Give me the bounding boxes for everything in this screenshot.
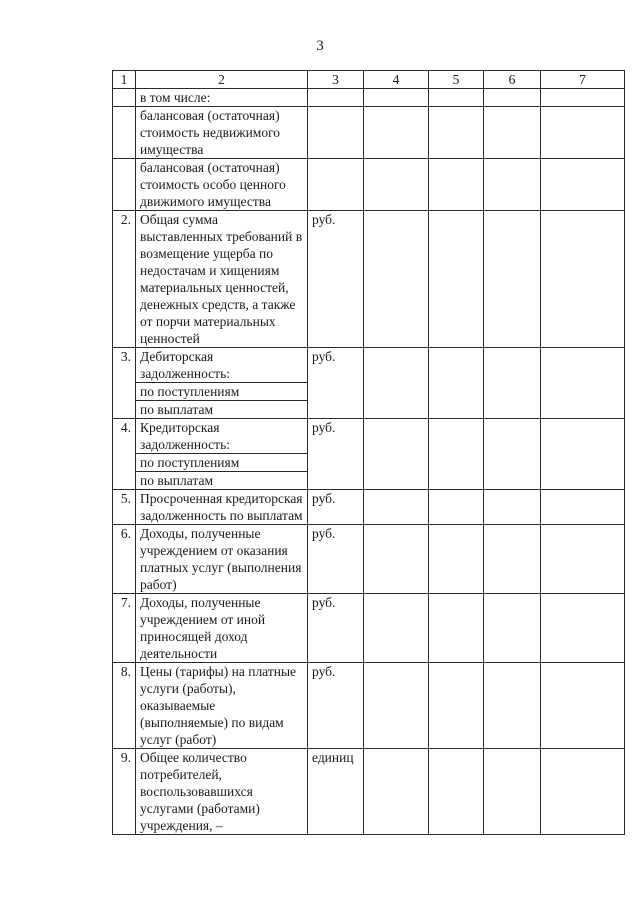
value-cell [429, 419, 484, 490]
row-label-cell: Общая сумма выставленных требований в возмещение ущерба по недостачам и хищениям материальных ценностей, денежных средств, а также от порчи материальных ценностей [136, 211, 308, 348]
row-unit-cell: руб. [308, 348, 364, 419]
value-cell [484, 211, 541, 348]
row-unit-cell: руб. [308, 594, 364, 663]
value-cell [484, 490, 541, 525]
value-cell [429, 159, 484, 211]
row-unit-cell: руб. [308, 419, 364, 490]
value-cell [429, 211, 484, 348]
row-number-cell: 2. [113, 211, 136, 348]
value-cell [541, 419, 625, 490]
table-row [113, 594, 625, 663]
row-number-cell [113, 107, 136, 159]
value-cell [429, 89, 484, 107]
value-cell [541, 159, 625, 211]
value-cell [484, 348, 541, 419]
value-cell [364, 419, 429, 490]
table-row [113, 348, 625, 383]
row-number-cell [113, 89, 136, 107]
value-cell [429, 490, 484, 525]
value-cell [484, 89, 541, 107]
row-unit-cell [308, 159, 364, 211]
value-cell [364, 749, 429, 835]
row-label-cell: Кредиторская задолженность: [136, 419, 308, 454]
value-cell [364, 348, 429, 419]
row-unit-cell [308, 107, 364, 159]
value-cell [484, 159, 541, 211]
value-cell [484, 419, 541, 490]
table-header-row [113, 71, 625, 89]
value-cell [364, 594, 429, 663]
row-unit-cell: руб. [308, 663, 364, 749]
value-cell [364, 89, 429, 107]
row-unit-cell: руб. [308, 525, 364, 594]
row-label-cell: Цены (тарифы) на платные услуги (работы), оказываемые (выполняемые) по видам услуг (работ) [136, 663, 308, 749]
row-label-cell: по поступлениям [136, 454, 308, 472]
value-cell [429, 107, 484, 159]
table-row [113, 159, 625, 211]
page-number: 3 [316, 38, 324, 54]
value-cell [541, 525, 625, 594]
row-label-cell: Просроченная кредиторская задолженность по выплатам [136, 490, 308, 525]
table-row [113, 89, 625, 107]
row-number-cell: 3. [113, 348, 136, 419]
table-row [113, 749, 625, 835]
value-cell [541, 89, 625, 107]
value-cell [364, 107, 429, 159]
row-label-cell: в том числе: [136, 89, 308, 107]
value-cell [541, 663, 625, 749]
value-cell [484, 749, 541, 835]
row-label-cell: балансовая (остаточная) стоимость недвижимого имущества [136, 107, 308, 159]
header-cell: 6 [484, 71, 541, 89]
report-table [112, 70, 625, 835]
row-label-cell: Доходы, полученные учреждением от оказания платных услуг (выполнения работ) [136, 525, 308, 594]
value-cell [541, 348, 625, 419]
value-cell [364, 159, 429, 211]
value-cell [484, 107, 541, 159]
value-cell [429, 663, 484, 749]
value-cell [484, 525, 541, 594]
row-number-cell: 5. [113, 490, 136, 525]
value-cell [541, 490, 625, 525]
row-number-cell: 9. [113, 749, 136, 835]
header-cell: 1 [113, 71, 136, 89]
row-label-cell: по выплатам [136, 401, 308, 419]
value-cell [541, 107, 625, 159]
row-label-cell: Дебиторская задолженность: [136, 348, 308, 383]
table-row [113, 490, 625, 525]
value-cell [541, 594, 625, 663]
value-cell [364, 525, 429, 594]
row-number-cell: 8. [113, 663, 136, 749]
table-row [113, 211, 625, 348]
table-row [113, 525, 625, 594]
value-cell [364, 490, 429, 525]
row-number-cell: 4. [113, 419, 136, 490]
row-number-cell: 6. [113, 525, 136, 594]
row-unit-cell: единиц [308, 749, 364, 835]
table-row [113, 663, 625, 749]
row-unit-cell: руб. [308, 490, 364, 525]
row-label-cell: по выплатам [136, 472, 308, 490]
row-label-cell: балансовая (остаточная) стоимость особо ценного движимого имущества [136, 159, 308, 211]
row-label-cell: по поступлениям [136, 383, 308, 401]
value-cell [429, 525, 484, 594]
value-cell [429, 348, 484, 419]
header-cell: 3 [308, 71, 364, 89]
header-cell: 4 [364, 71, 429, 89]
value-cell [429, 594, 484, 663]
row-unit-cell [308, 89, 364, 107]
table-row [113, 419, 625, 454]
row-number-cell: 7. [113, 594, 136, 663]
value-cell [541, 211, 625, 348]
value-cell [364, 211, 429, 348]
value-cell [541, 749, 625, 835]
value-cell [484, 594, 541, 663]
header-cell: 7 [541, 71, 625, 89]
row-label-cell: Доходы, полученные учреждением от иной приносящей доход деятельности [136, 594, 308, 663]
value-cell [364, 663, 429, 749]
header-cell: 5 [429, 71, 484, 89]
row-number-cell [113, 159, 136, 211]
row-unit-cell: руб. [308, 211, 364, 348]
value-cell [484, 663, 541, 749]
table-row [113, 107, 625, 159]
row-label-cell: Общее количество потребителей, воспользовавшихся услугами (работами) учреждения, – [136, 749, 308, 835]
value-cell [429, 749, 484, 835]
header-cell: 2 [136, 71, 308, 89]
